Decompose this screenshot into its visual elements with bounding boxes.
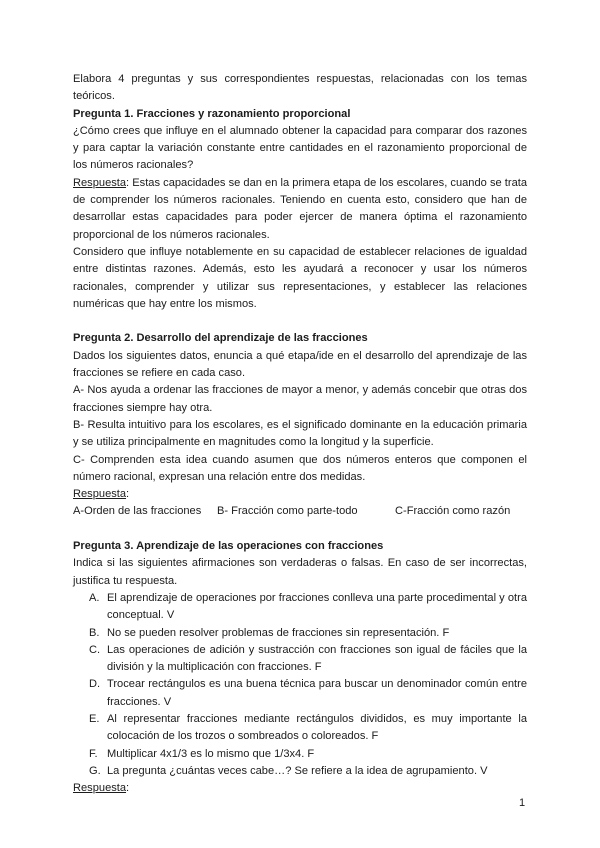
q2-item-a: A- Nos ayuda a ordenar las fracciones de mayor a menor, y además concebir que otras dos fracciones siempre hay otra. (73, 384, 527, 414)
q3-answer-colon: : (126, 782, 130, 795)
q1-answer-text: : Estas capacidades se dan en la primera etapa de los escolares, cuando se trata de comprender los números racionales. Teniendo en cuenta esto, considero que han de desarrollar estas capacidades para poder ejercer de manera óptima el razonamiento proporcional de los números racionales. (73, 176, 527, 241)
q2-item-b: B- Resulta intuitivo para los escolares, es el significado dominante en la educación primaria y se utiliza principalmente en magnitudes como la longitud y la superficie. (73, 418, 527, 449)
statement-marker: A. (89, 591, 100, 604)
statement-text: No se pueden resolver problemas de fracciones sin representación. F (107, 626, 450, 639)
q3-statement (73, 590, 527, 625)
q1-title: Pregunta 1. Fracciones y razonamiento proporcional (73, 107, 351, 120)
q3-question: Indica si las siguientes afirmaciones son verdaderas o falsas. En caso de ser incorrectas, justifica tu respuesta. (73, 557, 527, 587)
statement-text: Trocear rectángulos es una buena técnica para buscar un denominador común entre fracciones. V (107, 678, 527, 708)
q3-statement (73, 676, 527, 711)
q2-answer-c: C-Fracción como razón (395, 505, 511, 518)
statement-text: Las operaciones de adición y sustracción con fracciones son igual de fáciles que la división y la multiplicación con fracciones. F (107, 643, 527, 674)
q3-statement (73, 746, 527, 763)
statement-marker: F. (89, 747, 98, 760)
q2-answer-label: Respuesta (73, 488, 127, 501)
statement-marker: B. (89, 626, 100, 639)
q2-item-c: C- Comprenden esta idea cuando asumen que dos números enteros que componen el número racional, expresan una relación entre dos medidas. (73, 453, 527, 483)
q2-title: Pregunta 2. Desarrollo del aprendizaje de las fracciones (73, 332, 368, 345)
q3-answer-label: Respuesta (73, 782, 127, 795)
q2-answer-a: A-Orden de las fracciones (73, 505, 202, 518)
q2-answer-colon: : (126, 488, 130, 501)
statement-text: La pregunta ¿cuántas veces cabe…? Se refiere a la idea de agrupamiento. V (107, 764, 488, 777)
statement-marker: G. (89, 764, 101, 777)
page-number: 1 (519, 797, 526, 809)
q2-answer-heading (73, 486, 527, 503)
q3-title: Pregunta 3. Aprendizaje de las operaciones con fracciones (73, 540, 384, 553)
q1-paragraph2: Considero que influye notablemente en su capacidad de establecer relaciones de igualdad entre distintas razones. Además, esto les ayudará a reconocer y usar los números racionales, comprender y utilizar sus representaciones, y establecer las relaciones numéricas que hay entre los mismos. (73, 245, 527, 310)
q2-answers (73, 503, 527, 520)
q2-answer-b: B- Fracción como parte-todo (217, 505, 358, 518)
q1-question: ¿Cómo crees que influye en el alumnado obtener la capacidad para comparar dos razones y para captar la variación constante entre cantidades en el razonamiento proporcional de los números racionales? (73, 124, 527, 172)
q2-question: Dados los siguientes datos, enuncia a qué etapa/ide en el desarrollo del aprendizaje de las fracciones se refiere en cada caso. (73, 349, 527, 380)
q3-statement-list (73, 590, 527, 780)
statement-text: Al representar fracciones mediante rectángulos divididos, es muy importante la colocación de los trozos o sombreados o coloreados. F (107, 712, 527, 743)
q1-answer-label: Respuesta (73, 176, 127, 189)
statement-text: Multiplicar 4x1/3 es lo mismo que 1/3x4. F (107, 747, 315, 760)
document-page (73, 71, 527, 797)
statement-marker: C. (89, 643, 101, 656)
q3-statement (73, 642, 527, 677)
q3-statement (73, 711, 527, 746)
intro-text: Elabora 4 preguntas y sus correspondientes respuestas, relacionadas con los temas teóricos. (73, 73, 527, 103)
q3-answer-heading (73, 780, 527, 797)
statement-marker: E. (89, 712, 100, 725)
statement-marker: D. (89, 678, 101, 691)
q3-statement (73, 625, 527, 642)
statement-text: El aprendizaje de operaciones por fracciones conlleva una parte procedimental y otra conceptual. V (107, 591, 527, 622)
q1-answer (73, 175, 527, 244)
q3-statement (73, 763, 527, 780)
